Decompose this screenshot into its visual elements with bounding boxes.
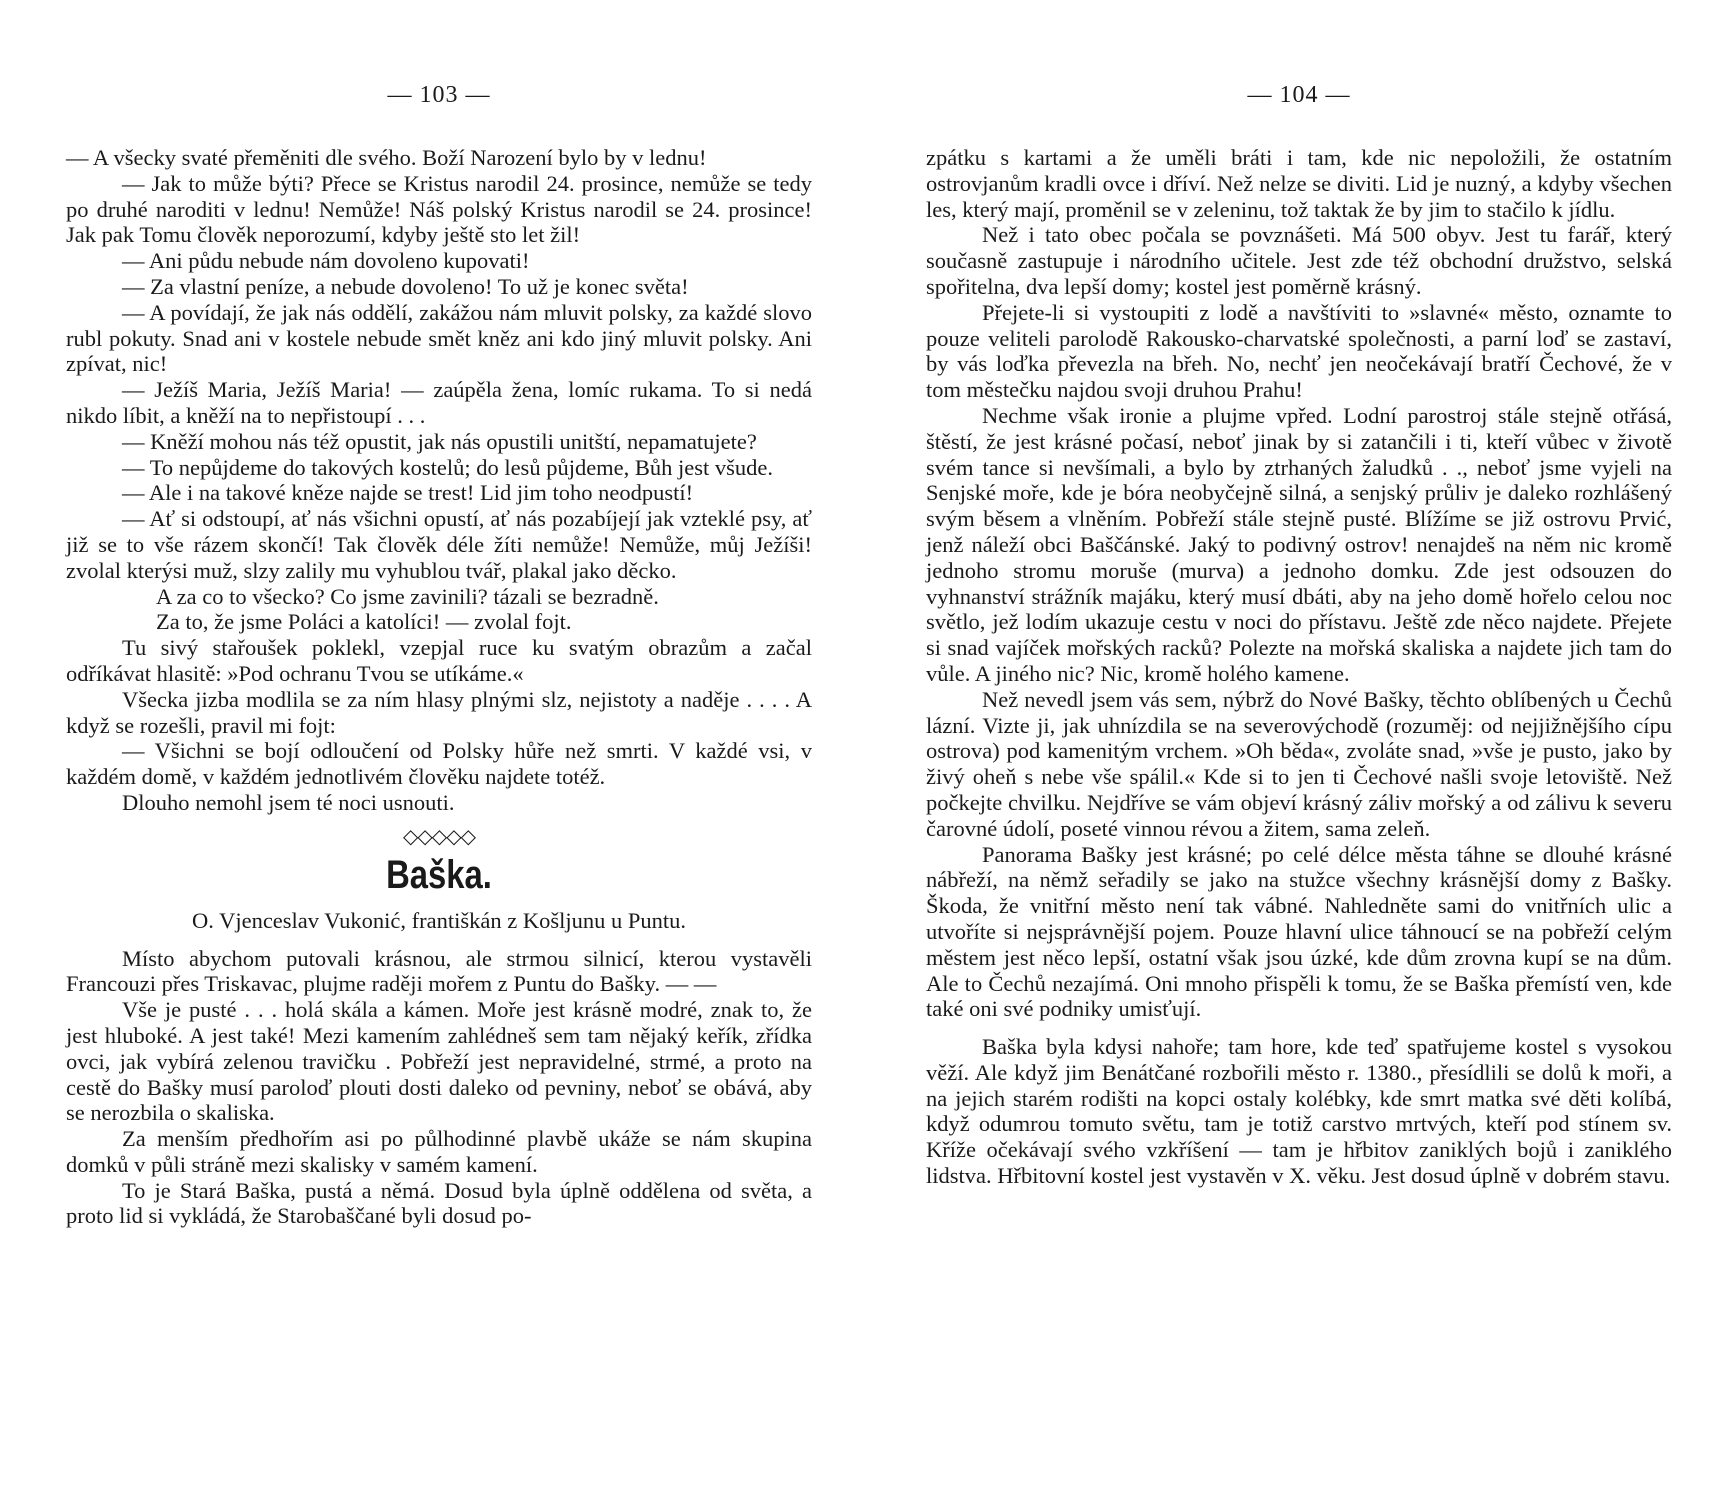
paragraph: To je Stará Baška, pustá a němá. Dosud byla úplně oddělena od světa, a proto lid si vykládá, že Starobaščané byli dosud po- xyxy=(66,1177,812,1229)
paragraph: Vše je pusté . . . holá skála a kámen. Moře jest krásně modré, znak to, že jest hluboké. A jest také! Mezi kamením zahlédneš sem tam nějaký keřík, zřídka ovci, jak vybírá zelenou travičku . Pobřeží jest nepravidelné, strmé, a proto na cestě do Bašky musí paroloď plouti dosti daleko od pevniny, neboť se obává, aby se nerozbila o skaliska. xyxy=(66,997,812,1126)
paragraph: — A povídají, že jak nás oddělí, zakážou nám mluvit polsky, za každé slovo rubl pokuty. Snad ani v kostele nebude smět kněz ani kdo jiný mluvit polsky. Ani zpívat, nic! xyxy=(66,299,812,377)
paragraph: zpátku s kartami a že uměli bráti i tam, kde nic nepoložili, že ostatním ostrovjanům kradli ovce i dříví. Než nelze se diviti. Lid je nuzný, a kdyby všechen les, který mají, proměnil se v zeleninu, tož taktak že by jim to stačilo k jídlu. xyxy=(926,145,1672,222)
paragraph: — Ať si odstoupí, ať nás všichni opustí, ať nás pozabíjejí jak vzteklé psy, ať již se to vše rázem skončí! Tak člověk déle žíti nemůže! Nemůže, můj Ježíši! zvolal kterýsi muž, slzy zalily mu vyhublou tvář, plakal jako děcko. xyxy=(66,506,812,583)
paragraph: — Za vlastní peníze, a nebude dovoleno! To už je konec světa! xyxy=(122,273,689,299)
paragraph: Místo abychom putovali krásnou, ale strmou silnicí, kterou vystavěli Francouzi přes Triskavac, plujme raději mořem z Puntu do Bašky. — — xyxy=(66,945,812,997)
paragraph: — Jak to může býti? Přece se Kristus narodil 24. prosince, nemůže se tedy po druhé naroditi v lednu! Nemůže! Náš polský Kristus narodil se 24. prosince! Jak pak Tomu člověk neporozumí, kdyby ještě sto let žil! xyxy=(66,170,812,248)
paragraph: — Všichni se bojí odloučení od Polsky hůře než smrti. V každé vsi, v každém domě, v každém jednotlivém člověku najdete totéž. xyxy=(66,738,812,790)
paragraph: Přejete-li si vystoupiti z lodě a navštíviti to »slavné« město, oznamte to pouze veliteli parolodě Rakousko-charvatské společnosti, a parní loď se zastaví, by vás loďka převezla na břeh. No, nechť jen neočekávají bratří Čechové, že v tom městečku najdou svoji druhou Prahu! xyxy=(926,299,1672,403)
left-page-text xyxy=(66,145,812,1229)
paragraph: Za menším předhořím asi po půlhodinné plavbě ukáže se nám skupina domků v půli stráně mezi skalisky v samém kamení. xyxy=(66,1126,812,1177)
paragraph: Panorama Bašky jest krásné; po celé délce města táhne se dlouhé krásné nábřeží, na němž seřadily se jako na stužce všechny krásnější domy z Bašky. Škoda, že vnitřní město není tak vábné. Nahledněte sami do vnitřních ulic a utvoříte si nejsprávnější pojem. Pouze hlavní ulice táhnoucí se na pobřeží celým městem jest něco lepší, ostatní však jsou úzké, kde dům zrovna kupí se na dům. Ale to Čechů nezajímá. Oni mnoho přispěli k tomu, že se Baška přemístí ven, kde také oni své podniky umisťují. xyxy=(926,841,1672,1022)
paragraph: Všecka jizba modlila se za ním hlasy plnými slz, nejistoty a naděje . . . . A když se rozešli, pravil mi fojt: xyxy=(66,686,812,738)
paragraph: — Ježíš Maria, Ježíš Maria! — zaúpěla žena, lomíc rukama. To si nedá nikdo líbit, a kněží na to nepřistoupí . . . xyxy=(66,377,812,428)
paragraph: — To nepůjdeme do takových kostelů; do lesů půjdeme, Bůh jest všude. xyxy=(122,454,774,480)
paragraph: — Ani půdu nebude nám dovoleno kupovati! xyxy=(122,248,530,274)
paragraph: Než i tato obec počala se povznášeti. Má 500 obyv. Jest tu farář, který současně zastupuje i národního učitele. Jest zde též obchodní družstvo, selská spořitelna, dva lepší domy; kostel jest poměrně krásný. xyxy=(926,222,1672,299)
right-page-text xyxy=(926,145,1672,1189)
paragraph-gap xyxy=(926,1022,1672,1034)
paragraph: Tu sivý stařoušek poklekl, vzepjal ruce ku svatým obrazům a začal odříkávat hlasitě: »Pod ochranu Tvou se utíkáme.« xyxy=(66,635,812,686)
page-number: — 104 — xyxy=(1247,82,1351,108)
paragraph: Než nevedl jsem vás sem, nýbrž do Nové Bašky, těchto oblíbených u Čechů lázní. Vizte ji, jak uhnízdila se na severovýchodě (rozuměj: od nejjižnějšího cípu ostrova) pod kamenitým vrchem. »Oh běda«, zvoláte snad, »vše je pusto, jako by živý oheň s nebe vše spálil.« Kde si to jen ti Čechové našli svoje letoviště. Než počkejte chvilku. Nejdříve se vám objeví krásný záliv mořský a od zálivu k severu čarovné údolí, poseté vinnou révou a žitem, sama zeleň. xyxy=(926,686,1672,841)
paragraph: — A všecky svaté přeměniti dle svého. Boží Narození bylo by v lednu! xyxy=(66,145,707,170)
paragraph: Za to, že jsme Poláci a katolíci! — zvolal fojt. xyxy=(156,609,572,635)
article-heading: Baška. xyxy=(386,852,492,897)
section-ornament: ◇◇◇◇◇ xyxy=(403,825,475,848)
paragraph: Baška byla kdysi nahoře; tam hore, kde teď spatřujeme kostel s vysokou věží. Ale když jim Benátčané rozbořili město r. 1380., přesídlili se dolů k moři, a na jejich starém rodišti na kopci ostaly kolébky, kde smrt matka své děti kolíbá, když odumrou tomuto světu, tam je totiž carstvo mrtvých, kteří pod stínem sv. Kříže očekávají svého vzkříšení — tam je hřbitov zaniklých bojů i zaniklého lidstva. Hřbitovní kostel jest vystavěn v X. věku. Jest dosud úplně v dobrém stavu. xyxy=(926,1034,1672,1189)
paragraph: — Ale i na takové kněze najde se trest! Lid jim toho neodpustí! xyxy=(122,480,694,506)
page-number: — 103 — xyxy=(387,82,491,108)
article-byline: O. Vjenceslav Vukonić, františkán z Košljunu u Puntu. xyxy=(191,907,686,933)
paragraph: A za co to všecko? Co jsme zavinili? tázali se bezradně. xyxy=(156,583,659,609)
paragraph: — Kněží mohou nás též opustit, jak nás opustili unitští, nepamatujete? xyxy=(122,428,757,454)
paragraph: Dlouho nemohl jsem té noci usnouti. xyxy=(122,789,455,815)
paragraph: Nechme však ironie a plujme vpřed. Lodní parostroj stále stejně otřásá, štěstí, že jest krásné počasí, neboť jinak by si zatančili i ti, kteří vůbec v životě svém tance si nevšímali, a bylo by ztrhaných žaludků . ., neboť jsme vyjeli na Senjské moře, kde je bóra neobyčejně silná, a senjský průliv je daleko rozhlášený svým běsem a vlněním. Pobřeží stále stejně pusté. Blížíme se již ostrovu Prvić, jenž náleží obci Baščánské. Jaký to podivný ostrov! nenajdeš na něm nic kromě jednoho stromu moruše (murva) a jednoho domku. Zde jest odsouzen do vyhnanství strážník majáku, který musí dbáti, aby na jeho domě hořelo celou noc světlo, jež lodím ukazuje cestu v noci do přístavu. Ještě zde něco najdete. Přejete si snad vajíček mořských racků? Polezte na mořská skaliska a najdete jich tam do vůle. A jiného nic? Nic, kromě holého kamene. xyxy=(926,402,1672,686)
